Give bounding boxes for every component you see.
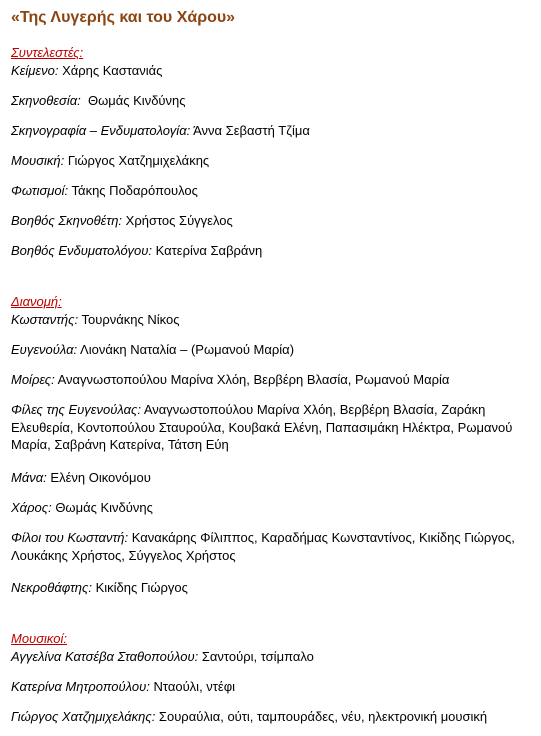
credit-role: Φωτισμοί: [11, 183, 69, 198]
credit-names: Κατερίνα Σαβράνη [152, 243, 263, 258]
cast-names: Τουρνάκης Νίκος [78, 312, 180, 327]
cast-names: Θωμάς Κινδύνης [51, 500, 153, 515]
document-title: «Της Λυγερής και του Χάρου» [11, 9, 236, 26]
credit-role: Σκηνοθεσία: [11, 93, 81, 108]
cast-line [11, 311, 537, 329]
cast-line [11, 371, 537, 389]
section-heading-contributors: Συντελεστές: [11, 45, 84, 60]
credit-role: Κείμενο: [11, 63, 59, 78]
credit-names: Χάρης Καστανιάς [58, 63, 163, 78]
musician-instruments: Σουραύλια, ούτι, ταμπουράδες, νέυ, ηλεκτρονική μουσική [155, 709, 488, 724]
cast-role: Κωσταντής: [11, 312, 79, 327]
section-heading-musicians: Μουσικοί: [11, 631, 68, 646]
cast-role: Φίλες της Ευγενούλας: [11, 402, 141, 417]
cast-line [11, 401, 537, 454]
musician-name: Γιώργος Χατζημιχελάκης: [11, 709, 156, 724]
cast-role: Χάρος: [11, 500, 52, 515]
musician-name: Αγγελίνα Κατσέβα Σταθοπούλου: [11, 649, 199, 664]
credit-role: Μουσική: [11, 153, 65, 168]
cast-role: Μάνα: [11, 470, 47, 485]
musician-line [11, 678, 537, 696]
credit-role: Βοηθός Σκηνοθέτη: [11, 213, 123, 228]
cast-names: Λιονάκη Ναταλία – (Ρωμανού Μαρία) [77, 342, 295, 357]
credit-line [11, 92, 537, 110]
credit-line [11, 242, 537, 260]
cast-names: Κανακάρης Φίλιππος, Καραδήμας Κωνσταντίνος, Κικίδης Γιώργος, Λουκάκης Χρήστος, Σύγγελος Χρήστος [11, 530, 515, 563]
musician-instruments: Σαντούρι, τσίμπαλο [198, 649, 314, 664]
credit-names: Θωμάς Κινδύνης [80, 93, 186, 108]
credit-role: Βοηθός Ενδυματολόγου: [11, 243, 153, 258]
credit-line [11, 182, 537, 200]
credit-line [11, 62, 537, 80]
credit-names: Τάκης Ποδαρόπουλος [68, 183, 198, 198]
cast-line [11, 579, 537, 597]
musician-line [11, 708, 537, 726]
section-heading-cast: Διανομή: [11, 294, 62, 309]
cast-role: Φίλοι του Κωσταντή: [11, 530, 129, 545]
cast-names: Ελένη Οικονόμου [46, 470, 151, 485]
cast-role: Ευγενούλα: [11, 342, 78, 357]
cast-role: Νεκροθάφτης: [11, 580, 92, 595]
credit-line [11, 152, 537, 170]
cast-line [11, 341, 537, 359]
cast-role: Μοίρες: [11, 372, 55, 387]
credit-line [11, 212, 537, 230]
cast-line [11, 469, 537, 487]
cast-names: Αναγνωστοπούλου Μαρίνα Χλόη, Βερβέρη Βλασία, Ζαράκη Ελευθερία, Κοντοπούλου Σταυρούλα, Κουβακά Ελένη, Παπασιμάκη Ηλέκτρα, Ρωμανού Μαρία, Σαβράνη Κατερίνα, Τάτση Εύη [11, 402, 513, 452]
cast-names: Κικίδης Γιώργος [91, 580, 188, 595]
musician-name: Κατερίνα Μητροπούλου: [11, 679, 150, 694]
cast-names: Αναγνωστοπούλου Μαρίνα Χλόη, Βερβέρη Βλασία, Ρωμανού Μαρία [54, 372, 450, 387]
credit-names: Χρήστος Σύγγελος [122, 213, 233, 228]
credit-role: Σκηνογραφία – Ενδυματολογία: [11, 123, 191, 138]
musician-line [11, 648, 537, 666]
credit-names: Γιώργος Χατζημιχελάκης [64, 153, 210, 168]
cast-line [11, 499, 537, 517]
cast-line [11, 529, 537, 564]
credit-line [11, 122, 537, 140]
musician-instruments: Νταούλι, ντέφι [149, 679, 236, 694]
credit-names: Άννα Σεβαστή Τζίμα [190, 123, 310, 138]
